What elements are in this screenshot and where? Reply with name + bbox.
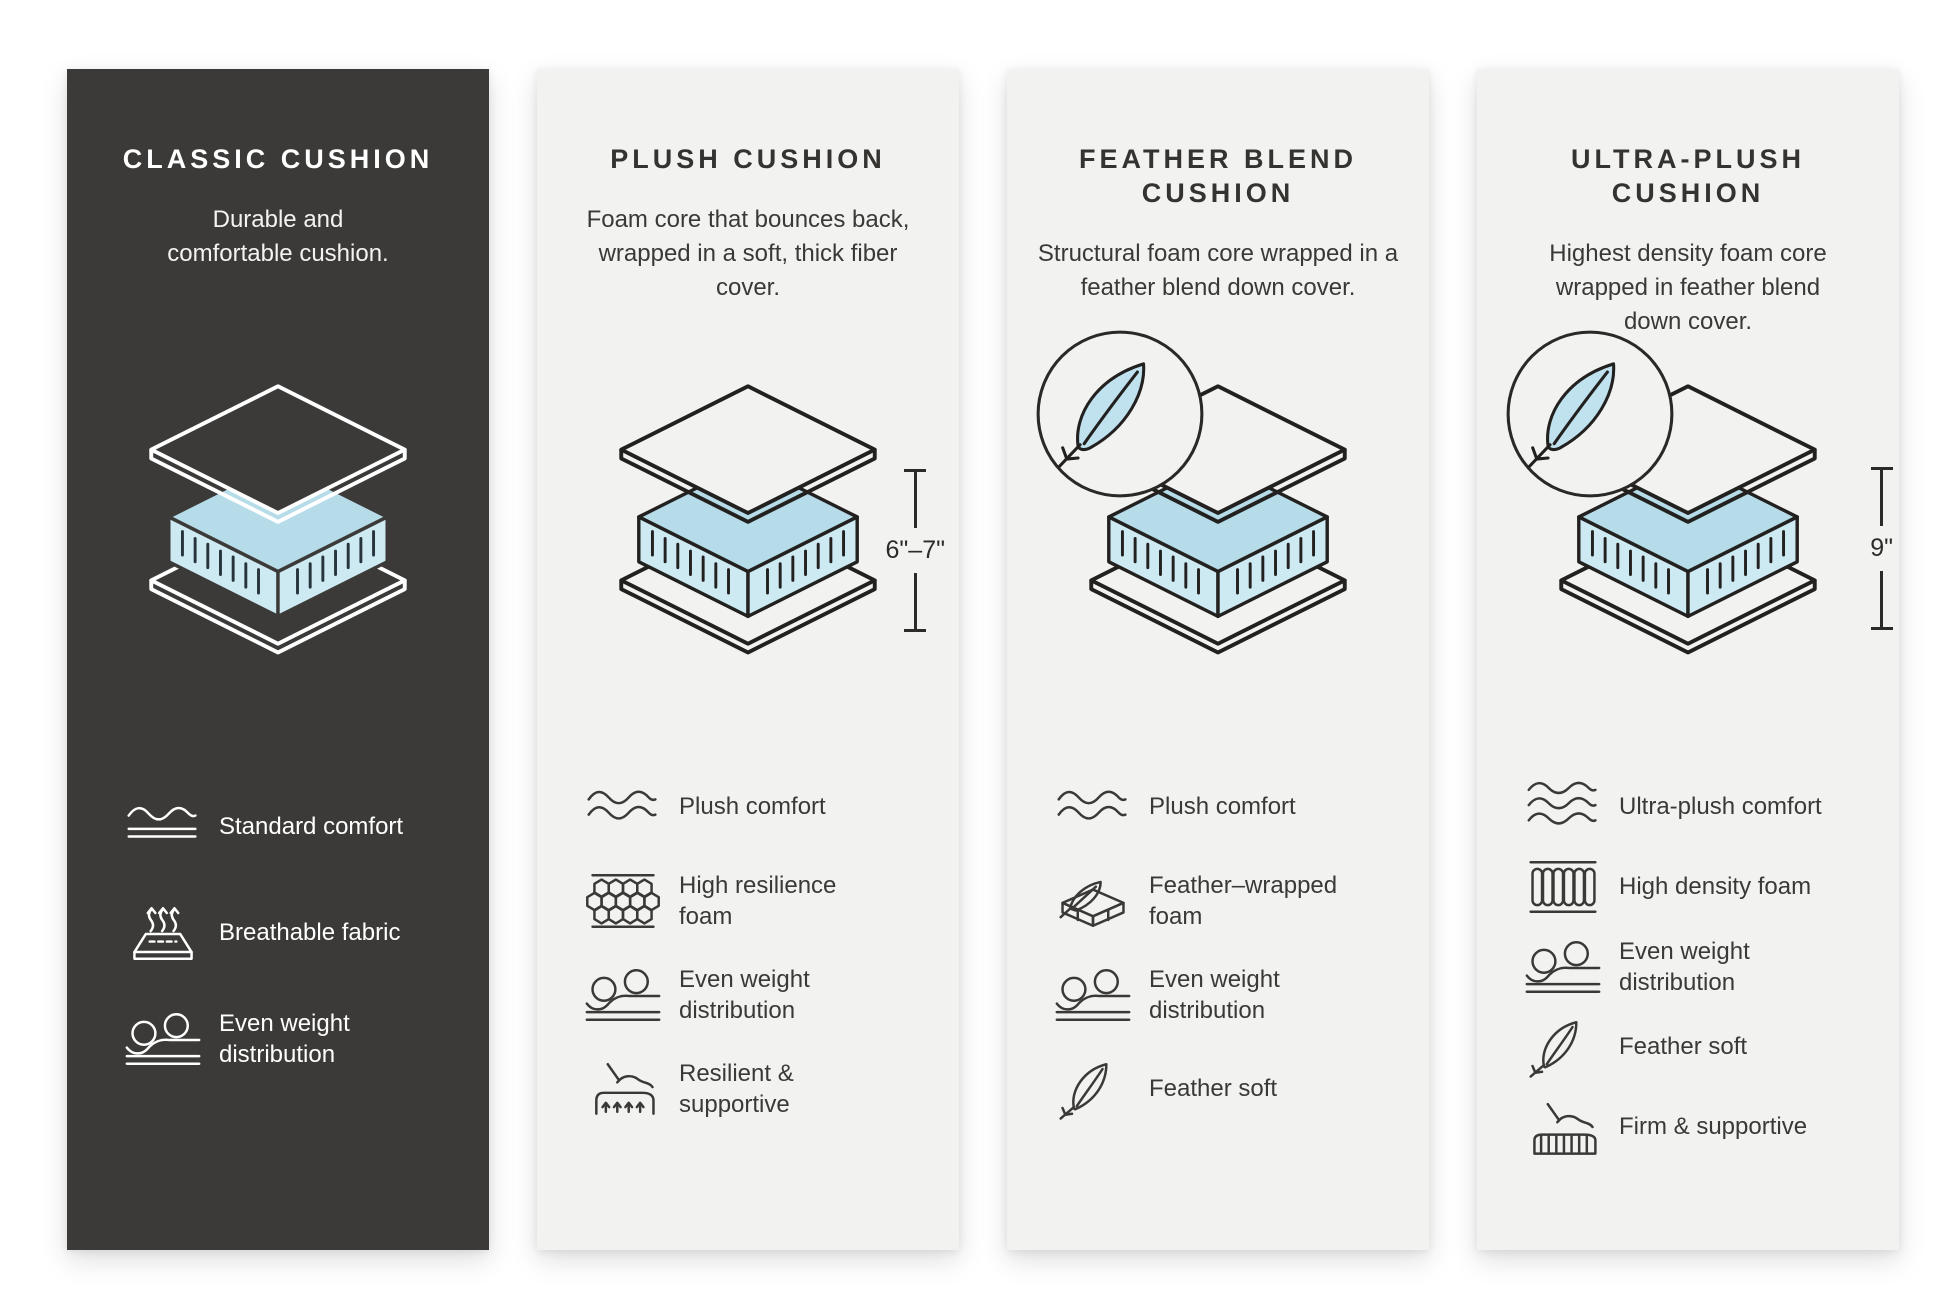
dimension-label: 6"–7" [885, 536, 945, 564]
breathable-fabric-icon [123, 901, 219, 965]
feature-label: Even weight distribution [1619, 937, 1750, 996]
feather-badge [1033, 327, 1207, 501]
feature-label: High resilience foam [679, 871, 837, 930]
cushion-layers-illustration [122, 367, 434, 663]
title-line: CLASSIC CUSHION [122, 144, 434, 174]
title-line: FEATHER BLEND [1079, 144, 1357, 174]
feature-label: Feather soft [1149, 1075, 1278, 1103]
weight-distribution-icon [1053, 963, 1149, 1027]
weight-distribution-icon [583, 963, 679, 1027]
panel-description: Structural foam core wrapped in a feather blend down cover. [1037, 239, 1399, 301]
list-item [123, 795, 465, 859]
height-dimension-marker [886, 469, 945, 632]
feather-icon [1523, 1015, 1619, 1079]
honeycomb-foam-icon [583, 869, 679, 933]
resilient-supportive-icon [583, 1057, 679, 1121]
list-item [583, 963, 935, 1027]
height-dimension-marker [1870, 467, 1893, 630]
waves-ultra-icon [1523, 775, 1619, 839]
title-line: CUSHION [1141, 177, 1295, 208]
panel-feather-blend-cushion [1007, 69, 1429, 1250]
dimension-line [1880, 571, 1883, 627]
waves-plush-icon [583, 775, 679, 839]
feature-list [1523, 775, 1875, 1175]
panel-classic-cushion [67, 69, 489, 1250]
dimension-line [1880, 470, 1883, 526]
panel-description: Durable and comfortable cushion. [167, 205, 389, 267]
feather-badge [1503, 327, 1677, 501]
high-density-foam-icon [1523, 855, 1619, 919]
feather-icon [1053, 1057, 1149, 1121]
feature-label: Feather soft [1619, 1033, 1748, 1061]
feature-label: Breathable fabric [219, 919, 401, 947]
panel-ultra-plush-cushion [1477, 69, 1899, 1250]
panel-description: Highest density foam core wrapped in feather blend down cover. [1549, 239, 1827, 335]
dimension-cap [904, 629, 926, 632]
list-item [1523, 855, 1875, 919]
feature-label: Feather–wrapped foam [1149, 871, 1338, 930]
list-item [1053, 775, 1405, 839]
cushion-comparison-board [67, 69, 1899, 1250]
list-item [1523, 775, 1875, 839]
top-cover-layer [621, 386, 875, 522]
panel-plush-cushion [537, 69, 959, 1250]
list-item [1053, 869, 1405, 933]
dimension-label: 9" [1870, 534, 1893, 562]
dimension-line [914, 472, 917, 528]
list-item [1523, 935, 1875, 999]
title-line: CUSHION [1611, 177, 1765, 208]
dimension-cap [1871, 627, 1893, 630]
feature-label: Standard comfort [219, 813, 404, 841]
list-item [583, 775, 935, 839]
list-item [123, 1007, 465, 1071]
weight-distribution-icon [1523, 935, 1619, 999]
feature-list [123, 795, 465, 1113]
waves-plush-icon [1053, 775, 1149, 839]
feature-list [1053, 775, 1405, 1151]
list-item [1523, 1095, 1875, 1159]
feather-wrapped-foam-icon [1053, 869, 1149, 933]
waves-standard-icon [123, 795, 219, 859]
feature-label: Plush comfort [679, 793, 826, 821]
list-item [583, 1057, 935, 1121]
feature-label: Resilient & supportive [679, 1059, 794, 1118]
feature-label: Ultra-plush comfort [1619, 793, 1822, 821]
title-line: PLUSH CUSHION [610, 144, 886, 174]
panel-description: Foam core that bounces back, wrapped in a soft, thick fiber cover. [586, 205, 910, 301]
title-line: ULTRA-PLUSH [1571, 144, 1805, 174]
weight-distribution-icon [123, 1007, 219, 1071]
list-item [583, 869, 935, 933]
feature-list [583, 775, 935, 1151]
feature-label: High density foam [1619, 873, 1812, 901]
page-title [67, 143, 489, 177]
list-item [123, 901, 465, 965]
list-item [1523, 1015, 1875, 1079]
firm-supportive-icon [1523, 1095, 1619, 1159]
cushion-layers-illustration [592, 367, 904, 663]
top-cover-layer [151, 386, 405, 522]
feature-label: Even weight distribution [1149, 965, 1280, 1024]
feature-label: Even weight distribution [679, 965, 810, 1024]
feature-label: Firm & supportive [1619, 1113, 1808, 1141]
feature-label: Plush comfort [1149, 793, 1296, 821]
dimension-line [914, 573, 917, 629]
page-title [1477, 143, 1899, 211]
page-title [1007, 143, 1429, 211]
page-title [537, 143, 959, 177]
feature-label: Even weight distribution [219, 1009, 350, 1068]
list-item [1053, 963, 1405, 1027]
list-item [1053, 1057, 1405, 1121]
